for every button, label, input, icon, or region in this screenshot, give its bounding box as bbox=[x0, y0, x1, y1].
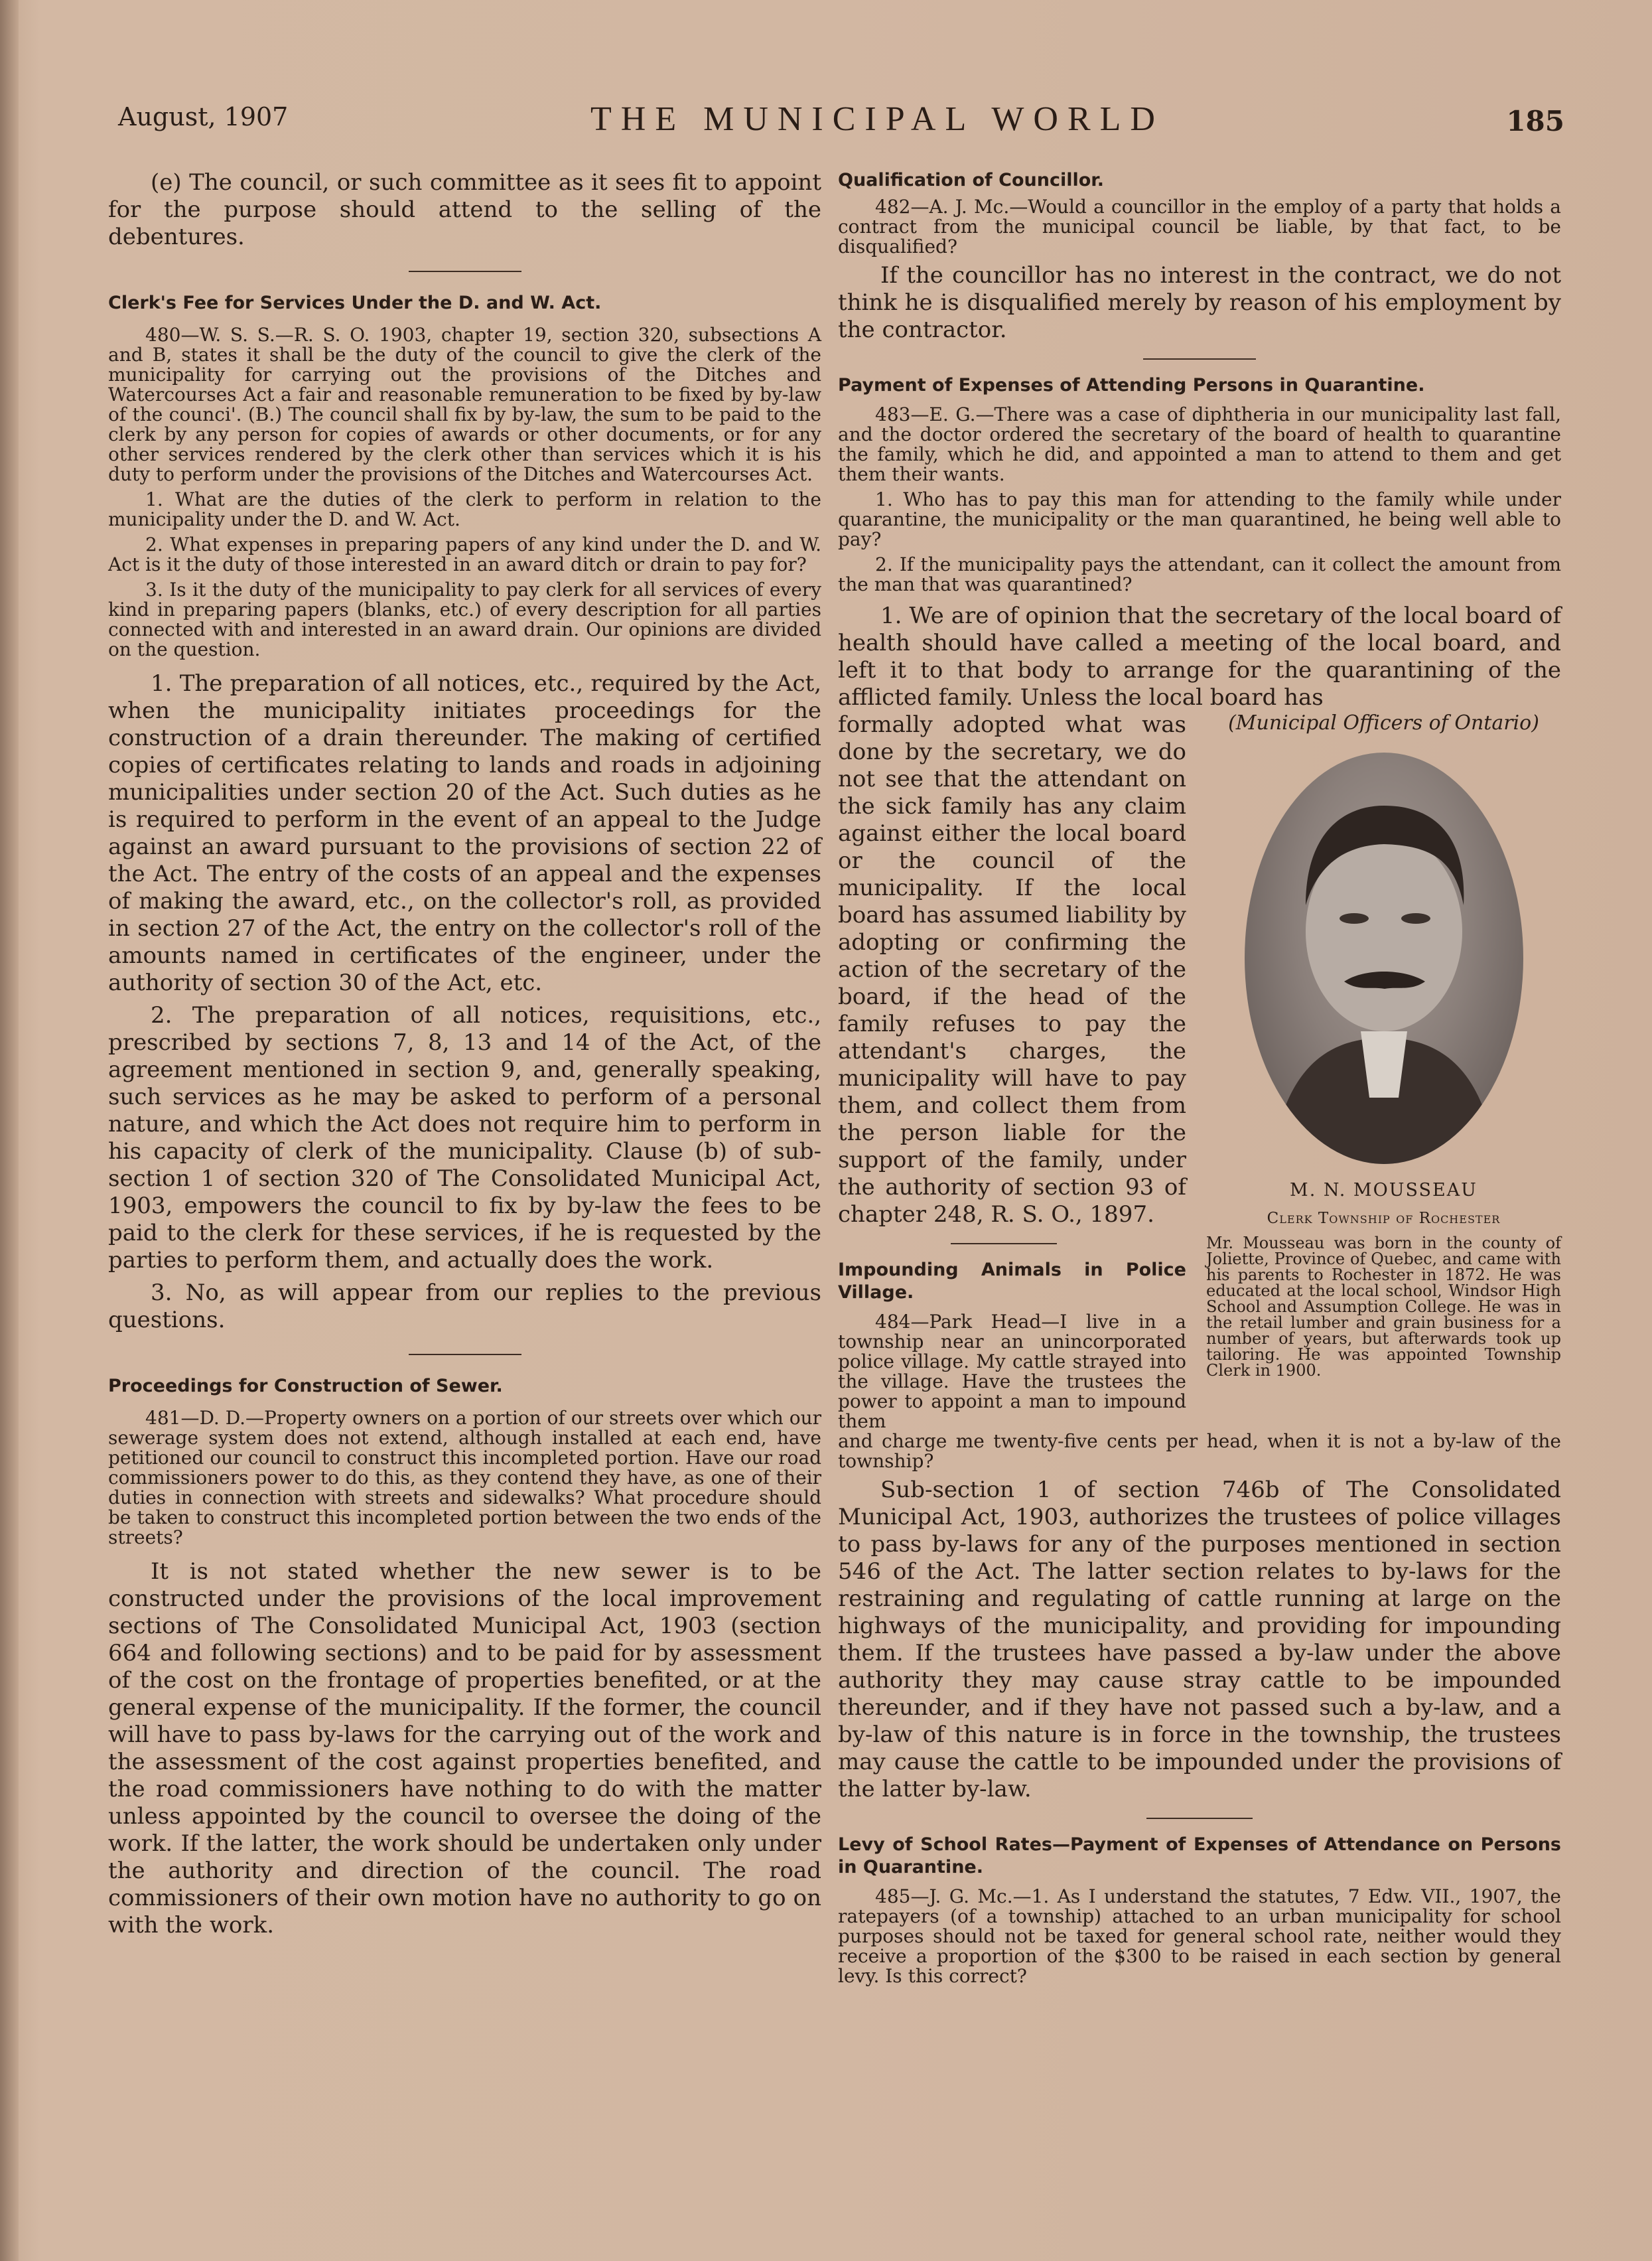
question-483: 483—E. G.—There was a case of diphtheria in our municipality last fall, and the doctor ordered the secretary of the board of health to quarantine the family, which he did, and appointed a man to attend to them and get them their wants. bbox=[838, 403, 1561, 485]
portrait-photo bbox=[1245, 753, 1523, 1164]
intro-paragraph: (e) The council, or such committee as it sees fit to appoint for the purpose should attend to the selling of the debentures. bbox=[108, 169, 821, 250]
page-header bbox=[118, 100, 1564, 146]
section-title-sewer: Proceedings for Construction of Sewer. bbox=[108, 1376, 503, 1396]
section-title-impounding: Impounding Animals in Police Village. bbox=[838, 1260, 1186, 1303]
publication-title: THE MUNICIPAL WORLD bbox=[590, 100, 1164, 138]
question-485: 485—J. G. Mc.—1. As I understand the statutes, 7 Edw. VII., 1907, the ratepayers (of a township) attached to an urban municipality for school purposes should not be taxed for general school rate, neither would they receive a proportion of the $300 to be raised in each section by general levy. Is this correct? bbox=[838, 1885, 1561, 1987]
question-480-part-3: 3. Is it the duty of the municipality to pay clerk for all services of every kind in preparing papers (blanks, etc.) of every description for all parties connected with and interested in an award drain. Our opinions are divided on the question. bbox=[108, 579, 821, 660]
question-481: 481—D. D.—Property owners on a portion of our streets over which our sewerage system does not extend, although installed at each end, have petitioned our council to construct this incompleted portion. Have our road commissioners power to do this, as they contend they have, as one of their duties in connection with streets and sidewalks? What procedure should be taken to construct this incompleted portion between the two ends of the streets? bbox=[108, 1407, 821, 1548]
answer-483-continued: formally adopted what was done by the secretary, we do not see that the attendant on the sick family has any claim against either the local board or the council of the municipality. If the local board has assumed liability by adopting or confirming the action of the secretary of the board, if the head of the family refuses to pay the attendant's charges, the municipality will have to pay them, and collect them from the person liable for the support of the family, under the authority of section 93 of chapter 248, R. S. O., 1897. bbox=[838, 711, 1186, 1228]
issue-date: August, 1907 bbox=[118, 102, 289, 131]
answer-480-part-3: 3. No, as will appear from our replies to the previous questions. bbox=[108, 1279, 821, 1333]
question-483-part-1: 1. Who has to pay this man for attending to the family while under quarantine, the municipality or the man quarantined, he being well able to pay? bbox=[838, 488, 1561, 550]
answer-480-part-2: 2. The preparation of all notices, requisitions, etc., prescribed by sections 7, 8, 13 and 14 of the Act, of the agreement mentioned in section 9, and, generally speaking, such services as he may be asked to perform of a personal nature, and which the Act does not require him to perform in his capacity of clerk of the municipality. Clause (b) of sub-section 1 of section 320 of The Consolidated Municipal Act, 1903, empowers the council to fix by by-law the fees to be paid to the clerk for these services, if he is requested by the parties to perform them, and actually does the work. bbox=[108, 1002, 821, 1274]
answer-481: It is not stated whether the new sewer is to be constructed under the provisions of the local improvement sections of The Consolidated Municipal Act, 1903 (section 664 and following sections) and to be paid for by assessment of the cost on the frontage of properties benefited, or at the general expense of the municipality. If the former, the council will have to pass by-laws for the carrying out of the work and the assessment of the cost against properties benefited, and the road commissioners have nothing to do with the matter unless appointed by the council to oversee the doing of the work. If the latter, the work should be undertaken only under the authority and direction of the council. The road commissioners of their own motion have no authority to go on with the work. bbox=[108, 1558, 821, 1938]
section-title-school-rates: Levy of School Rates—Payment of Expenses of Attendance on Persons in Quarantine. bbox=[838, 1834, 1561, 1877]
question-483-part-2: 2. If the municipality pays the attendant, can it collect the amount from the man that was quarantined? bbox=[838, 553, 1561, 595]
answer-480-part-1: 1. The preparation of all notices, etc., required by the Act, when the municipality initiates proceedings for the construction of a drain thereunder. The making of certified copies of certificates relating to lands and roads in adjoining municipalities under section 20 of the Act. Such duties as he is required to perform in the event of an appeal to the Judge against an award pursuant to the provisions of section 22 of the Act. The entry of the costs of an appeal and the expenses of making the award, etc., on the collector's roll, as provided in section 27 of the Act, the entry on the collector's roll of the amounts named in certificates of the engineer, under the authority of section 30 of the Act, etc. bbox=[108, 670, 821, 996]
portrait-name: M. N. MOUSSEAU bbox=[1290, 1180, 1478, 1201]
answer-483-lead: 1. We are of opinion that the secretary of the local board of health should have called a meeting of the local board, and left it to that body to arrange for the quarantining of the afflicted family. Unless the local board has bbox=[838, 603, 1561, 711]
question-482: 482—A. J. Mc.—Would a councillor in the employ of a party that holds a contract from the municipal council be liable, by that fact, to be disqualified? bbox=[838, 196, 1561, 257]
section-title-quarantine: Payment of Expenses of Attending Persons in Quarantine. bbox=[838, 375, 1425, 396]
question-484: 484—Park Head—I live in a township near an unincorporated police village. My cattle strayed into the village. Have the trustees the power to appoint a man to impound them bbox=[838, 1311, 1186, 1432]
portrait-silhouette-icon bbox=[1245, 753, 1523, 1164]
portrait-biography: Mr. Mousseau was born in the county of Joliette, Province of Quebec, and came with his parents to Rochester in 1872. He was educated at the local school, Windsor High School and Assumption College. He was in the retail lumber and grain business for a number of years, but afterwards took up tailoring. He was appointed Township Clerk in 1900. bbox=[1206, 1234, 1561, 1380]
section-title-qualification: Qualification of Councillor. bbox=[838, 170, 1105, 190]
left-column bbox=[108, 169, 821, 1939]
answer-484: Sub-section 1 of section 746b of The Consolidated Municipal Act, 1903, authorizes the trustees of police villages to pass by-laws for any of the purposes mentioned in section 546 of the Act. The latter section relates to by-laws for the restraining and regulating of cattle running at large on the highways of the municipality, and providing for impounding them. If the trustees have passed a by-law under the above authority they may cause stray cattle to be impounded thereunder, and if they have not passed such a by-law, and a by-law of this nature is in force in the township, the trustees may cause the cattle to be impounded under the provisions of the latter by-law. bbox=[838, 1477, 1561, 1802]
question-480: 480—W. S. S.—R. S. O. 1903, chapter 19, section 320, subsections A and B, states it shall be the duty of the council to give the clerk of the municipality for carrying out the provisions of the Ditches and Watercourses Act a fair and reasonable remuneration to be fixed by by-law of the counci'. (B.) The council shall fix by by-law, the sum to be paid to the clerk by any person for copies of awards or other documents, or for any other services rendered by the clerk other than services which it is his duty to perform under the provisions of the Ditches and Watercourses Act. bbox=[108, 324, 821, 485]
section-title-clerks-fee: Clerk's Fee for Services Under the D. and W. Act. bbox=[108, 293, 602, 313]
page-number: 185 bbox=[1506, 105, 1564, 137]
right-column bbox=[838, 169, 1561, 1986]
question-484-continued: and charge me twenty-five cents per head, when it is not a by-law of the township? bbox=[838, 1430, 1561, 1472]
binding-gutter bbox=[0, 0, 19, 2261]
portrait-title: Clerk Township of Rochester bbox=[1267, 1210, 1501, 1227]
answer-482: If the councillor has no interest in the contract, we do not think he is disqualified merely by reason of his employment by the contractor. bbox=[838, 262, 1561, 343]
portrait-series-caption: (Municipal Officers of Ontario) bbox=[1228, 711, 1539, 735]
question-480-part-1: 1. What are the duties of the clerk to perform in relation to the municipality under the D. and W. Act. bbox=[108, 488, 821, 530]
question-480-part-2: 2. What expenses in preparing papers of any kind under the D. and W. Act is it the duty of those interested in an award ditch or drain to pay for? bbox=[108, 534, 821, 575]
portrait-feature bbox=[1206, 711, 1561, 1378]
